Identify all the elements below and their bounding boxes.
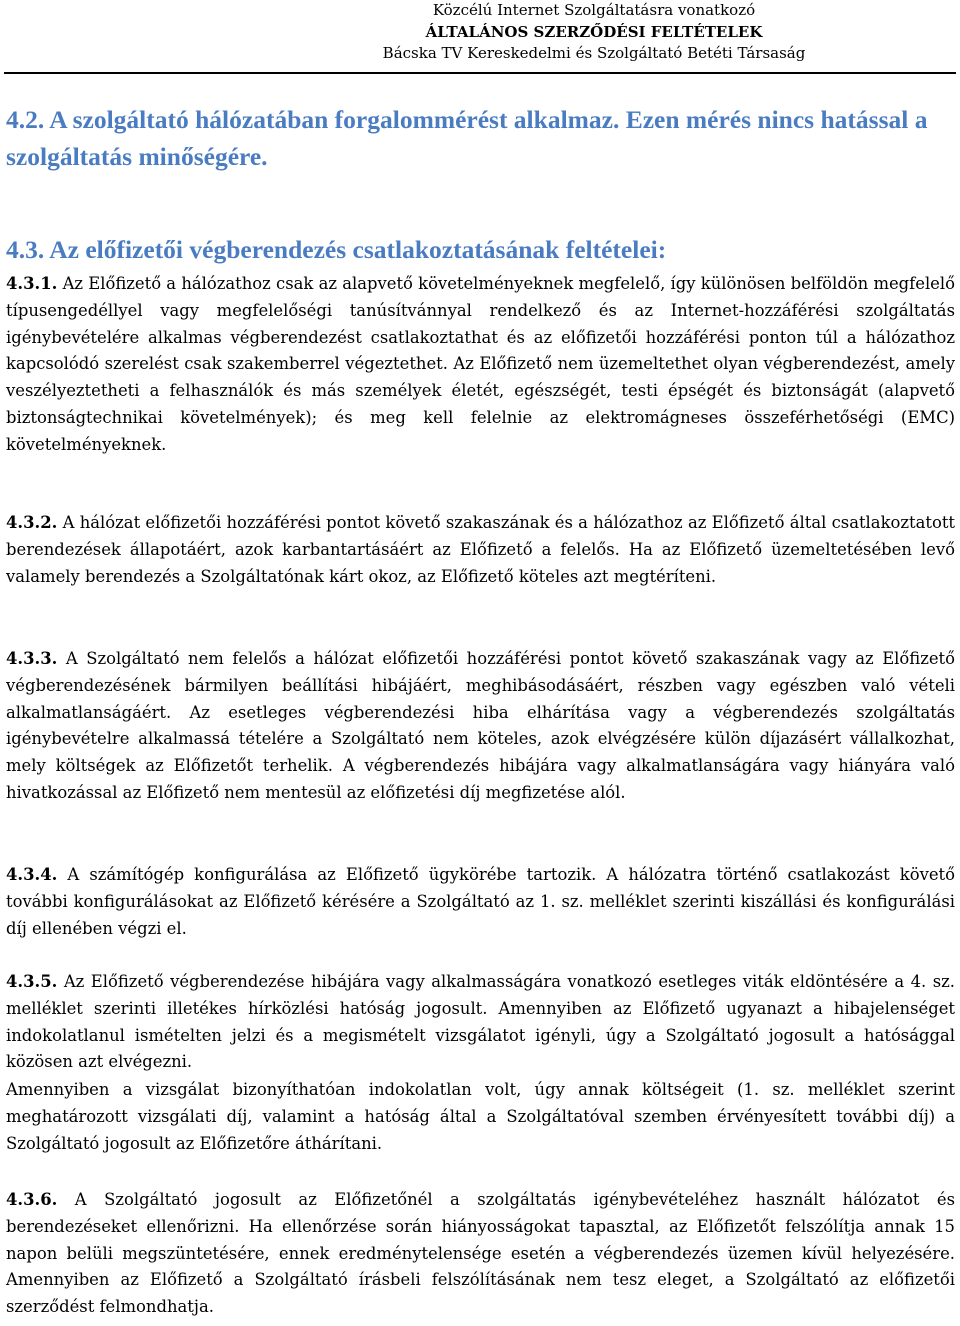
paragraph-4-3-5-continued: Amennyiben a vizsgálat bizonyíthatóan indokolatlan volt, úgy annak költségeit (1. sz. melléklet szerint meghatározott vizsgálati díj, valamint a hatóság által a Szolgáltatóval szemben érvényesített további díj) a Szolgáltató jogosult az Előfizetőre áthárítani. (6, 1080, 955, 1153)
paragraph-number: 4.3.5. (6, 972, 58, 991)
paragraph-text: Az Előfizető végberendezése hibájára vagy alkalmasságára vonatkozó esetleges viták eldöntésére a 4. sz. melléklet szerinti illetékes hírközlési hatóság jogosult. Amennyiben az Előfizető ugyanazt a hibajelenséget indokolatlanul ismételten jelzi és a megismételt vizsgálatot igényli, úgy a Szolgáltató jogosult a hatósággal közösen azt elvégezni. (6, 972, 955, 1072)
header-line-1: Közcélú Internet Szolgáltatásra vonatkozó (432, 1, 756, 19)
header-line-2: ÁLTALÁNOS SZERZŐDÉSI FELTÉTELEK (425, 22, 763, 41)
paragraph-number: 4.3.2. (6, 513, 58, 532)
paragraph-number: 4.3.3. (6, 649, 58, 668)
paragraph-4-3-1 (6, 271, 955, 459)
paragraph-text: A számítógép konfigurálása az Előfizető ügykörébe tartozik. A hálózatra történő csatlakozást követő további konfigurálásokat az Előfizető kérésére a Szolgáltató az 1. sz. melléklet szerinti kiszállási és konfigurálási díj ellenében végzi el. (6, 865, 955, 938)
paragraph-text: A Szolgáltató jogosult az Előfizetőnél a szolgáltatás igénybevételéhez használt hálózatot és berendezéseket ellenőrizni. Ha ellenőrzése során hiányosságokat tapasztal, az Előfizetőt felszólítja annak 15 napon belüli megszüntetésére, ennek eredménytelensége esetén a végberendezés üzemen kívül helyezésére. Amennyiben az Előfizető a Szolgáltató írásbeli felszólításának nem tesz eleget, a Szolgáltató az előfizetői szerződést felmondhatja. (6, 1190, 955, 1317)
heading-4-3: 4.3. Az előfizetői végberendezés csatlakoztatásának feltételei: (6, 235, 667, 264)
paragraph-text: Az Előfizető a hálózathoz csak az alapvető követelményeknek megfelelő, így különösen belföldön megfelelő típusengedéllyel vagy megfelelőségi tanúsítvánnyal rendelkező és az Internet-hozzáférési szolgáltatás igénybevételére alkalmas végberendezést csatlakoztathat és az előfizetői hozzáférési ponton túl a hálózathoz kapcsolódó szerelést csak szakemberrel végeztethet. Az Előfizető nem üzemeltethet olyan végberendezést, amely veszélyeztetheti a felhasználók és más személyek életét, egészségét, testi épségét és biztonságát (alapvető biztonságtechnikai követelmények); és meg kell felelnie az elektromágneses összeférhetőségi (EMC) követelményeknek. (6, 274, 955, 454)
paragraph-4-3-2 (6, 510, 955, 590)
paragraph-number: 4.3.6. (6, 1190, 58, 1209)
paragraph-number: 4.3.4. (6, 865, 58, 884)
paragraph-text: A hálózat előfizetői hozzáférési pontot követő szakaszának és a hálózathoz az Előfizető által csatlakoztatott berendezések állapotáért, azok karbantartásáért az Előfizető a felelős. Ha az Előfizető üzemeltetésében levő valamely berendezés a Szolgáltatónak kárt okoz, az Előfizető köteles azt megtéríteni. (6, 513, 955, 586)
header-line-3: Bácska TV Kereskedelmi és Szolgáltató Betéti Társaság (382, 44, 806, 62)
document-header (234, 0, 954, 65)
paragraph-number: 4.3.1. (6, 274, 58, 293)
paragraph-4-3-6 (6, 1187, 955, 1321)
paragraph-text: A Szolgáltató nem felelős a hálózat előfizetői hozzáférési pontot követő szakaszának vagy az Előfizető végberendezésének bármilyen beállítási hibájáért, meghibásodásáért, részben vagy egészben való vételi alkalmatlanságáért. Az esetleges végberendezési hiba elhárítása vagy a végberendezés szolgáltatás igénybevételre alkalmassá tételére a Szolgáltató nem köteles, azok elvégzésére külön díjazásért vállalkozhat, mely költségek az Előfizetőt terhelik. A végberendezés hibájára vagy alkalmatlanságára vagy hiányára való hivatkozással az Előfizető nem mentesül az előfizetési díj megfizetése alól. (6, 649, 955, 802)
header-divider (4, 72, 956, 74)
paragraph-4-3-5 (6, 969, 955, 1076)
paragraph-4-3-3 (6, 646, 955, 807)
heading-4-2: 4.2. A szolgáltató hálózatában forgalommérést alkalmaz. Ezen mérés nincs hatással a szolgáltatás minőségére. (6, 105, 928, 171)
paragraph-4-3-4 (6, 862, 955, 942)
